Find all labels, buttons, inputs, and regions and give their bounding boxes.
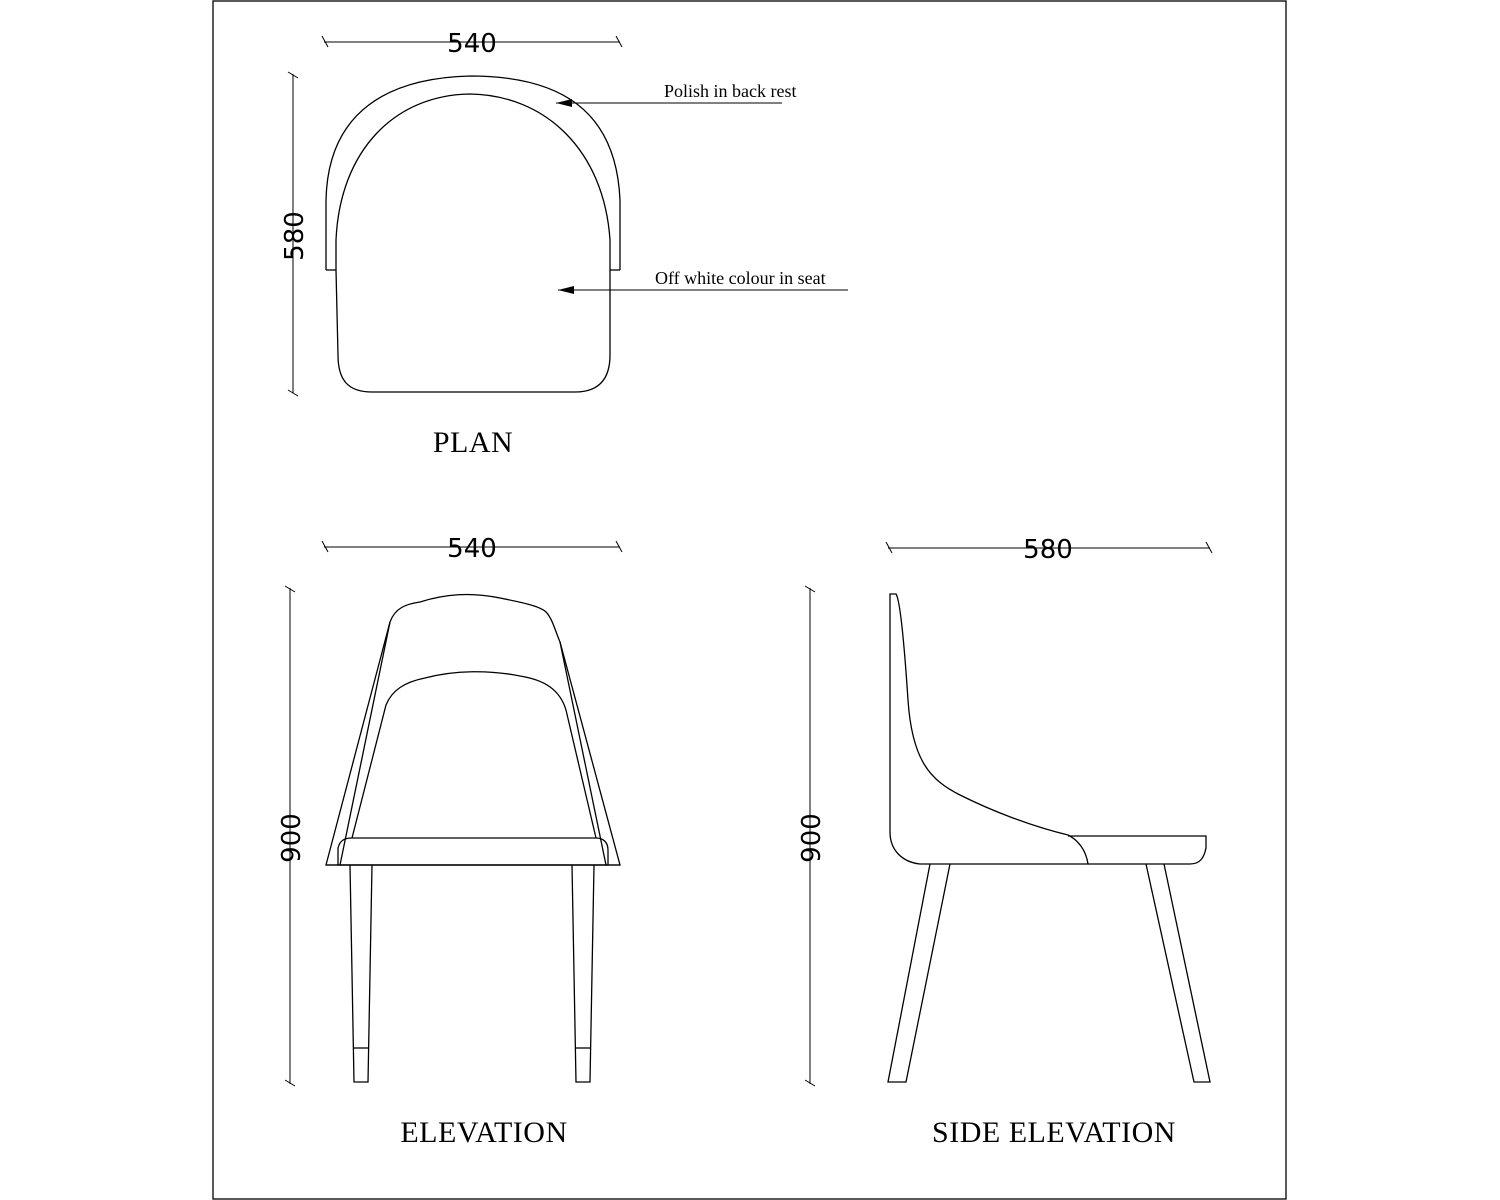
elevation-back-panel [352,672,596,838]
side-elevation-title: SIDE ELEVATION [932,1116,1176,1149]
side-elevation-shell [890,594,1088,864]
plan-width-label: 540 [447,29,497,59]
elevation-view [277,534,622,1149]
elevation-backrest-shell [326,595,620,865]
plan-seat-outline [336,94,610,392]
plan-backrest-note: Polish in back rest [664,81,797,101]
side-elevation-seat [1068,836,1206,864]
elevation-title: ELEVATION [400,1116,568,1149]
elevation-seat-cushion [338,838,608,865]
side-elevation-height-label: 900 [797,813,827,863]
plan-seat-note: Off white colour in seat [655,268,826,288]
elevation-width-dimension [322,534,622,564]
sheet-border [213,1,1286,1199]
side-elevation-view [797,535,1212,1149]
plan-seat-leader [558,268,848,294]
elevation-height-dimension [277,586,307,1086]
plan-depth-label: 580 [280,211,310,261]
plan-depth-dimension [280,72,310,396]
side-elevation-front-leg [888,864,950,1082]
plan-title: PLAN [432,426,514,459]
plan-backrest-leader [556,81,797,107]
elevation-right-leg [572,865,594,1082]
plan-backrest-outer [326,76,620,270]
plan-view [280,29,848,459]
side-elevation-depth-dimension [886,535,1212,565]
elevation-left-leg [350,865,372,1082]
side-elevation-height-dimension [797,586,827,1086]
side-elevation-depth-label: 580 [1023,535,1073,565]
elevation-width-label: 540 [447,534,497,564]
side-elevation-back-leg [1146,864,1210,1082]
elevation-height-label: 900 [277,813,307,863]
plan-width-dimension [322,29,622,59]
